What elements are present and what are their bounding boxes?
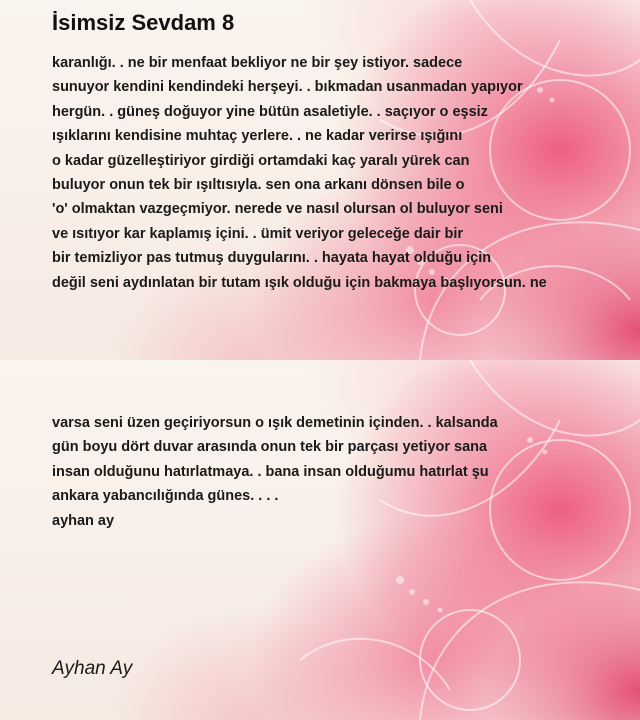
poem-text-part2: varsa seni üzen geçiriyorsun o ışık demetinin içinden. . kalsanda gün boyu dört duvar arasında onun tek bir parçası yetiyor sana insan olduğunu hatırlatmaya. . bana insan olduğumu hatırlat şu ankara yabancılığında günes. . . . ayhan ay xyxy=(52,415,498,529)
poem-text-part1: karanlığı. . ne bir menfaat bekliyor ne bir şey istiyor. sadece sunuyor kendini kendindeki herşeyi. . bıkmadan usanmadan yapıyor hergün. . güneş doğuyor yine bütün asaletiyle. . saçıyor o eşsiz ışıklarını kendisine muhtaç yerlere. . ne kadar verirse ışığını o kadar güzelleştiriyor girdiği ortamdaki kaç yaralı yürek can buluyor onun tek bir ışıltısıyla. sen ona arkanı dönsen bile o 'o' olmaktan vazgeçmiyor. nerede ve nasıl olursan ol buluyor seni ve ısıtıyor kar kaplamış içini. . ümit veriyor geleceğe dair bir bir temizliyor pas tutmuş duygularını. . hayata hayat olduğu için değil seni aydınlatan bir tutam ışık olduğu için bakmaya başlıyorsun. ne xyxy=(52,55,547,291)
poem-title: İsimsiz Sevdam 8 xyxy=(52,10,235,35)
poem-panel-bottom xyxy=(0,360,640,720)
author-signature: Ayhan Ay xyxy=(52,658,133,679)
